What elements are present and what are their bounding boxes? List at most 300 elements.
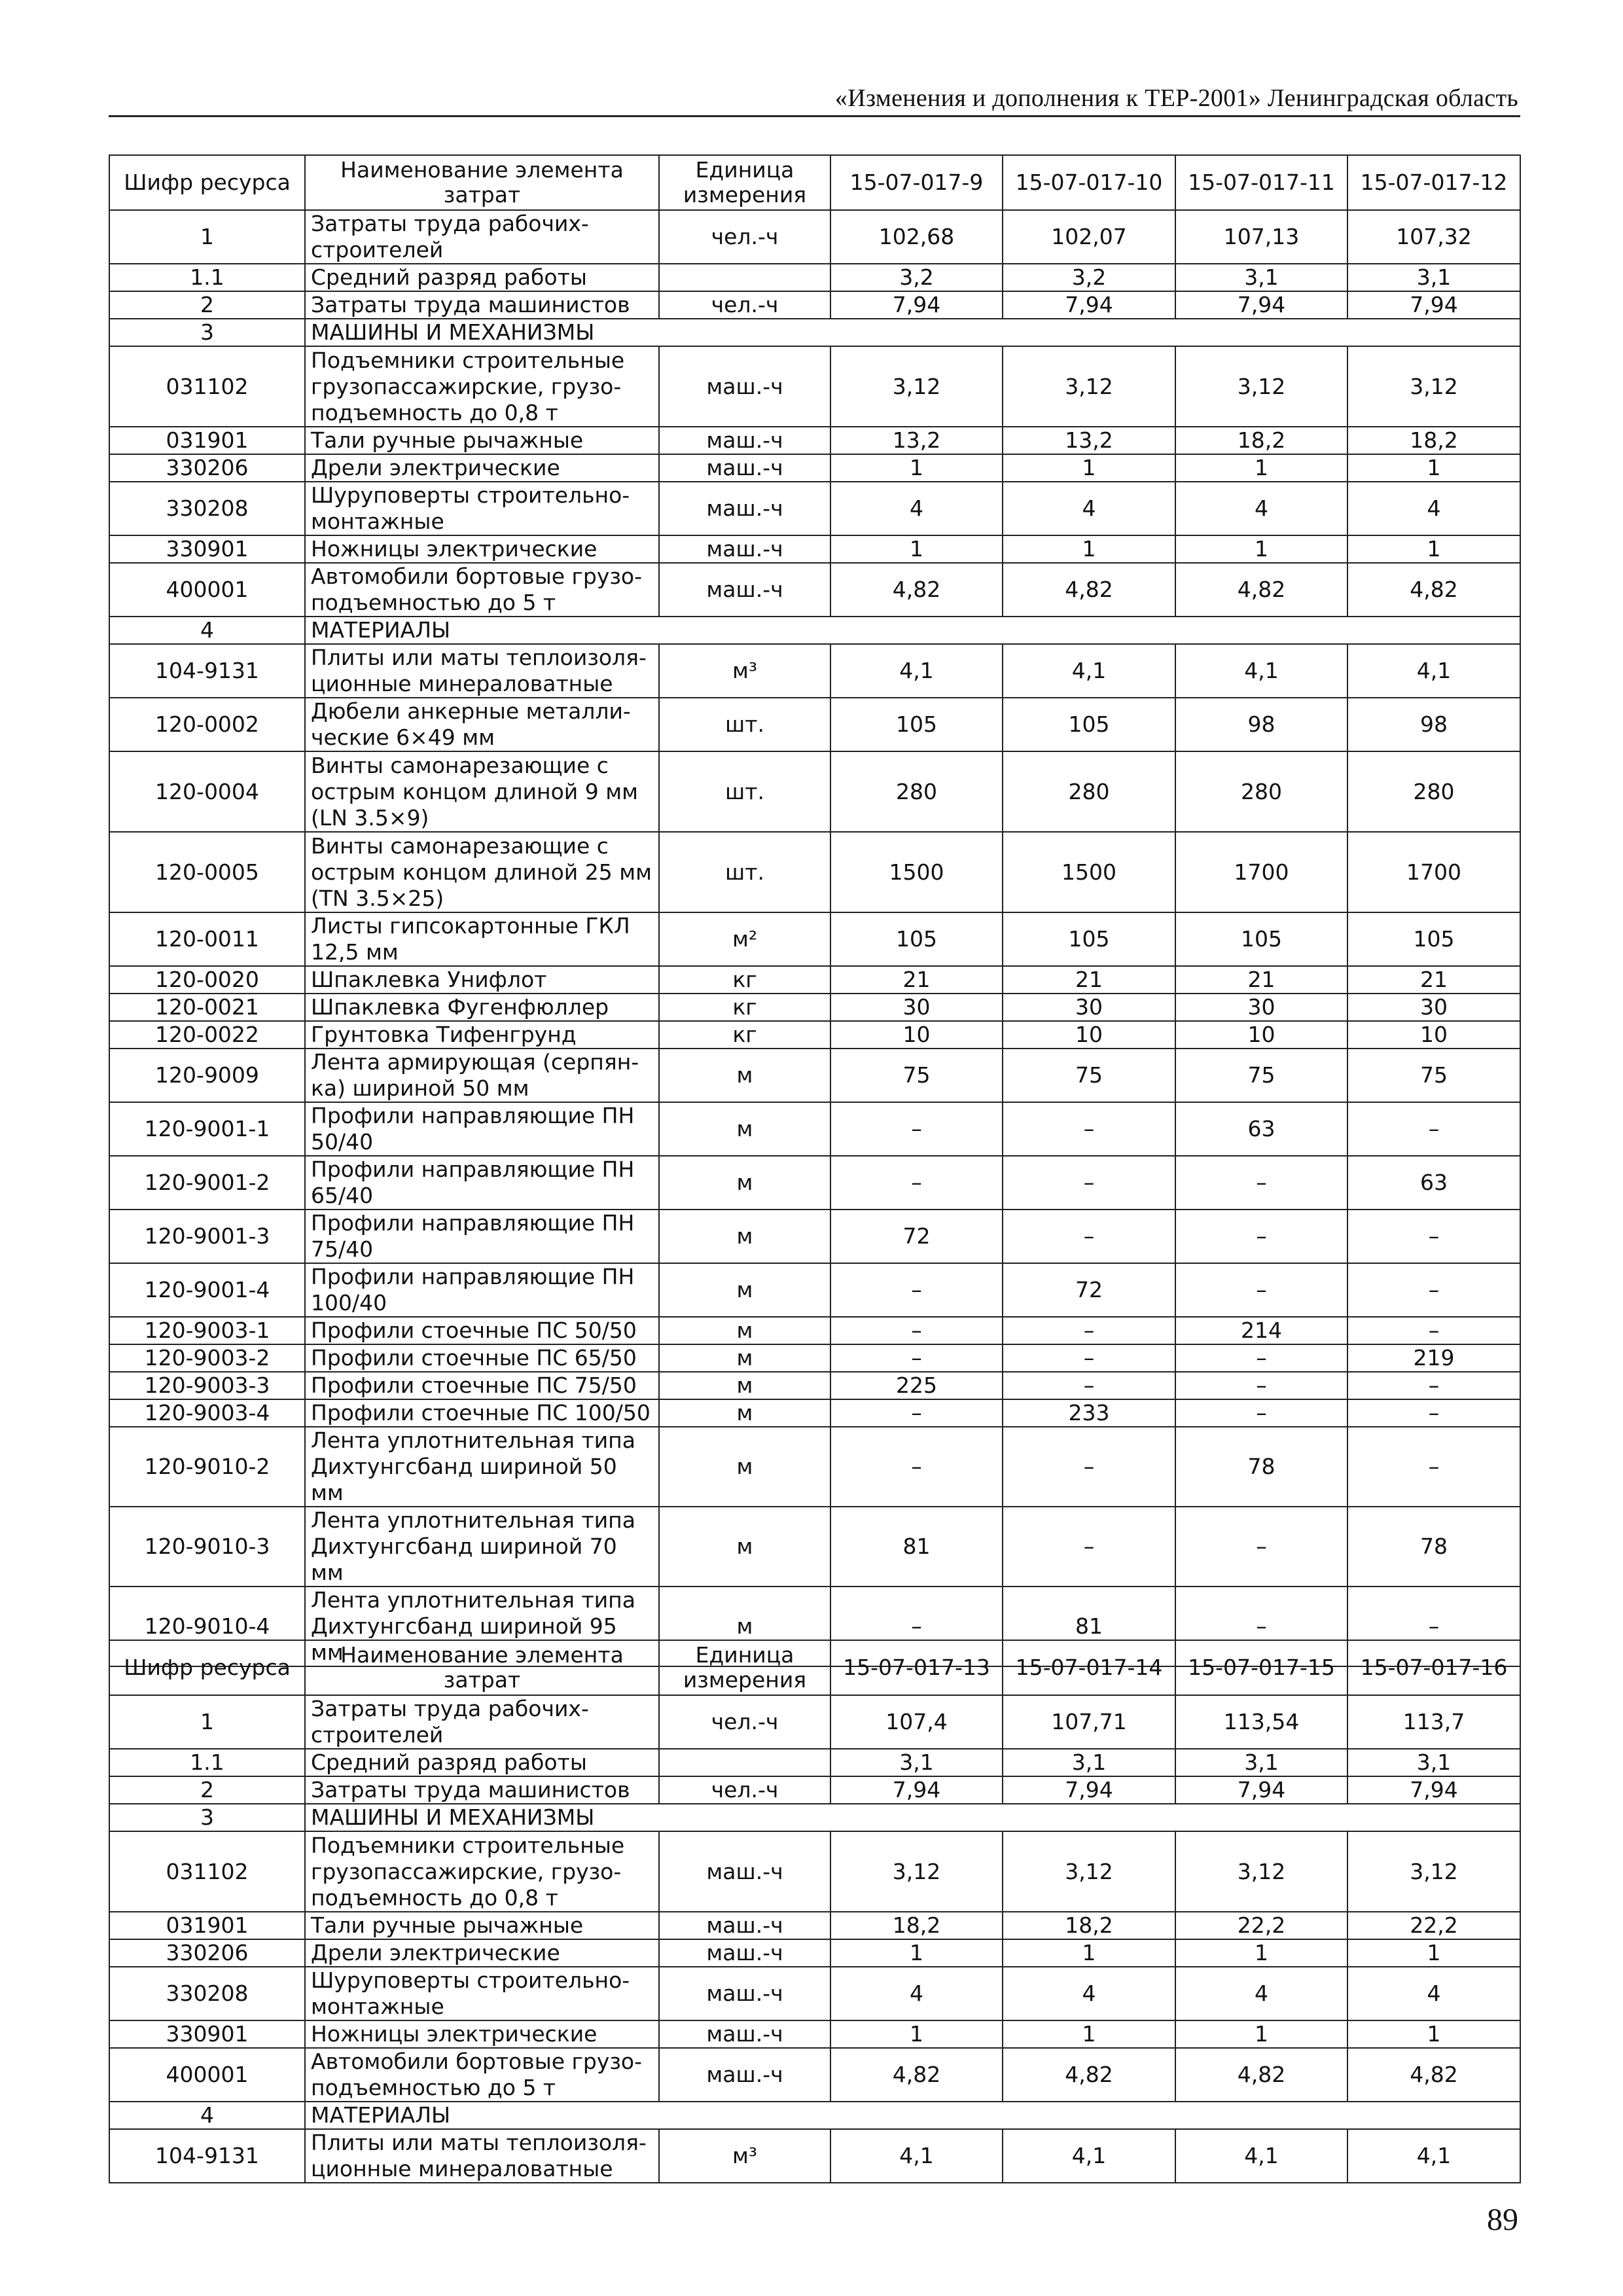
unit-of-measure: м [659, 1210, 830, 1263]
unit-of-measure: маш.-ч [659, 1939, 830, 1967]
cost-element-name: Профили стоечные ПС 65/50 [305, 1344, 659, 1372]
value-cell: 30 [1175, 994, 1347, 1021]
cost-element-name: Профили стоечные ПС 50/50 [305, 1317, 659, 1344]
unit-of-measure [659, 264, 830, 291]
unit-of-measure: маш.-ч [659, 563, 830, 617]
value-cell: 13,2 [830, 427, 1003, 454]
unit-of-measure: м³ [659, 644, 830, 698]
value-cell: – [830, 1263, 1003, 1317]
cost-element-name: Средний разряд работы [305, 1749, 659, 1776]
resource-code: 104-9131 [109, 644, 305, 698]
cost-element-name: Подъемники строительные грузопассажирские, грузо-подъемность до 0,8 т [305, 346, 659, 427]
value-cell: 3,12 [830, 1831, 1003, 1912]
section-title: МАШИНЫ И МЕХАНИЗМЫ [305, 1804, 1520, 1831]
value-cell: – [1347, 1317, 1520, 1344]
unit-of-measure: шт. [659, 832, 830, 912]
value-cell: 4,82 [1175, 563, 1347, 617]
unit-of-measure: маш.-ч [659, 535, 830, 563]
header-rule [109, 115, 1520, 117]
table-row [109, 1156, 1520, 1210]
cost-element-name: Затраты труда машинистов [305, 1776, 659, 1804]
resource-code: 3 [109, 319, 305, 346]
resource-code: 330208 [109, 1967, 305, 2020]
unit-of-measure: кг [659, 994, 830, 1021]
cost-element-name: Автомобили бортовые грузо-подъемностью до 5 т [305, 2048, 659, 2102]
unit-of-measure: м [659, 1102, 830, 1156]
value-cell: – [1003, 1317, 1175, 1344]
unit-of-measure: чел.-ч [659, 1776, 830, 1804]
header-column: 15-07-017-11 [1175, 155, 1347, 210]
value-cell: 18,2 [1347, 427, 1520, 454]
value-cell: – [830, 1344, 1003, 1372]
table-row [109, 912, 1520, 966]
header-unit: Единица измерения [659, 155, 830, 210]
header-name: Наименование элемента затрат [305, 1640, 659, 1695]
resource-code: 120-9010-2 [109, 1427, 305, 1507]
unit-of-measure: шт. [659, 751, 830, 832]
value-cell: 7,94 [830, 1776, 1003, 1804]
cost-element-name: Профили направляющие ПН 75/40 [305, 1210, 659, 1263]
unit-of-measure: маш.-ч [659, 1912, 830, 1939]
cost-element-name: Дрели электрические [305, 1939, 659, 1967]
value-cell: 280 [830, 751, 1003, 832]
unit-of-measure: маш.-ч [659, 1831, 830, 1912]
value-cell: – [1347, 1399, 1520, 1427]
value-cell: 3,1 [1347, 264, 1520, 291]
table-row [109, 1317, 1520, 1344]
value-cell: 63 [1175, 1102, 1347, 1156]
value-cell: 81 [1003, 1587, 1175, 1666]
cost-element-name: Профили направляющие ПН 65/40 [305, 1156, 659, 1210]
value-cell: 3,12 [1175, 346, 1347, 427]
cost-element-name: Ножницы электрические [305, 2020, 659, 2048]
value-cell: 21 [830, 966, 1003, 994]
value-cell: 13,2 [1003, 427, 1175, 454]
unit-of-measure: маш.-ч [659, 454, 830, 482]
table-row [109, 1912, 1520, 1939]
value-cell: 3,1 [1347, 1749, 1520, 1776]
header-column: 15-07-017-13 [830, 1640, 1003, 1695]
value-cell: 1 [1003, 1939, 1175, 1967]
value-cell: 105 [1003, 912, 1175, 966]
unit-of-measure: чел.-ч [659, 291, 830, 319]
value-cell: – [1175, 1587, 1347, 1666]
resource-code: 330206 [109, 454, 305, 482]
cost-element-name: Плиты или маты теплоизоля-ционные минераловатные [305, 2129, 659, 2183]
table-row [109, 535, 1520, 563]
table-row [109, 291, 1520, 319]
cost-element-name: Шуруповерты строительно-монтажные [305, 482, 659, 535]
value-cell: 4,1 [1003, 644, 1175, 698]
value-cell: 3,1 [1175, 264, 1347, 291]
value-cell: 72 [830, 1210, 1003, 1263]
value-cell: 3,2 [830, 264, 1003, 291]
value-cell: – [830, 1317, 1003, 1344]
value-cell: 1 [1003, 454, 1175, 482]
value-cell: 4,1 [830, 644, 1003, 698]
value-cell: 21 [1175, 966, 1347, 994]
cost-element-name: Лента уплотнительная типа Дихтунгсбанд шириной 95 мм [305, 1587, 659, 1666]
resource-code: 120-9001-2 [109, 1156, 305, 1210]
value-cell: 4 [1003, 1967, 1175, 2020]
resource-code: 120-9010-4 [109, 1587, 305, 1666]
unit-of-measure: м² [659, 912, 830, 966]
table-header-row [109, 155, 1520, 210]
resource-code: 120-0022 [109, 1021, 305, 1049]
resource-code: 120-0002 [109, 698, 305, 751]
resource-code: 1.1 [109, 1749, 305, 1776]
value-cell: 107,32 [1347, 210, 1520, 264]
resource-code: 120-9010-3 [109, 1507, 305, 1587]
value-cell: 4 [1003, 482, 1175, 535]
value-cell: – [1347, 1102, 1520, 1156]
section-row [109, 1804, 1520, 1831]
resource-table-2 [109, 1640, 1521, 2183]
value-cell: – [1003, 1210, 1175, 1263]
resource-code: 104-9131 [109, 2129, 305, 2183]
cost-element-name: Автомобили бортовые грузо-подъемностью до 5 т [305, 563, 659, 617]
value-cell: – [830, 1102, 1003, 1156]
resource-code: 120-0020 [109, 966, 305, 994]
header-column: 15-07-017-14 [1003, 1640, 1175, 1695]
value-cell: 78 [1347, 1507, 1520, 1587]
unit-of-measure: м [659, 1427, 830, 1507]
table-row [109, 1344, 1520, 1372]
value-cell: – [1003, 1102, 1175, 1156]
resource-code: 120-9003-4 [109, 1399, 305, 1427]
cost-element-name: Шпаклевка Унифлот [305, 966, 659, 994]
value-cell: 1 [1003, 2020, 1175, 2048]
value-cell: – [1003, 1156, 1175, 1210]
value-cell: – [1347, 1263, 1520, 1317]
value-cell: – [830, 1427, 1003, 1507]
value-cell: 7,94 [1347, 291, 1520, 319]
value-cell: 107,13 [1175, 210, 1347, 264]
value-cell: 21 [1347, 966, 1520, 994]
value-cell: 4 [830, 482, 1003, 535]
cost-element-name: Лента уплотнительная типа Дихтунгсбанд шириной 50 мм [305, 1427, 659, 1507]
table-row [109, 563, 1520, 617]
section-row [109, 319, 1520, 346]
resource-table-1 [109, 154, 1521, 1667]
cost-element-name: Винты самонарезающие с острым концом длиной 9 мм (LN 3.5×9) [305, 751, 659, 832]
value-cell: 4,1 [1347, 644, 1520, 698]
value-cell: 7,94 [1003, 1776, 1175, 1804]
table-row [109, 482, 1520, 535]
table-row [109, 751, 1520, 832]
cost-element-name: Грунтовка Тифенгрунд [305, 1021, 659, 1049]
value-cell: 18,2 [1003, 1912, 1175, 1939]
resource-code: 031102 [109, 346, 305, 427]
cost-element-name: Затраты труда рабочих-строителей [305, 1695, 659, 1749]
value-cell: 3,12 [1347, 346, 1520, 427]
value-cell: 63 [1347, 1156, 1520, 1210]
resource-code: 120-9009 [109, 1049, 305, 1102]
value-cell: 18,2 [1175, 427, 1347, 454]
value-cell: 1700 [1347, 832, 1520, 912]
value-cell: 30 [1347, 994, 1520, 1021]
value-cell: 225 [830, 1372, 1003, 1399]
resource-code: 031901 [109, 1912, 305, 1939]
value-cell: 10 [1175, 1021, 1347, 1049]
resource-code: 120-0005 [109, 832, 305, 912]
table-row [109, 1102, 1520, 1156]
value-cell: 30 [830, 994, 1003, 1021]
value-cell: – [1175, 1156, 1347, 1210]
value-cell: 1 [1003, 535, 1175, 563]
value-cell: 98 [1175, 698, 1347, 751]
header-column: 15-07-017-9 [830, 155, 1003, 210]
table-row [109, 994, 1520, 1021]
value-cell: 4,1 [1175, 2129, 1347, 2183]
table-row [109, 264, 1520, 291]
resource-code: 3 [109, 1804, 305, 1831]
unit-of-measure: маш.-ч [659, 2020, 830, 2048]
resource-code: 120-9003-1 [109, 1317, 305, 1344]
value-cell: 105 [1347, 912, 1520, 966]
value-cell: 78 [1175, 1427, 1347, 1507]
cost-element-name: Тали ручные рычажные [305, 427, 659, 454]
header-name: Наименование элемента затрат [305, 155, 659, 210]
value-cell: – [1003, 1427, 1175, 1507]
unit-of-measure: м [659, 1049, 830, 1102]
value-cell: 1 [1347, 535, 1520, 563]
cost-element-name: Средний разряд работы [305, 264, 659, 291]
table-row [109, 1372, 1520, 1399]
value-cell: 1 [1347, 1939, 1520, 1967]
table-row [109, 1749, 1520, 1776]
header-column: 15-07-017-12 [1347, 155, 1520, 210]
value-cell: 113,7 [1347, 1695, 1520, 1749]
unit-of-measure: маш.-ч [659, 427, 830, 454]
value-cell: 3,1 [830, 1749, 1003, 1776]
unit-of-measure: шт. [659, 698, 830, 751]
value-cell: 22,2 [1175, 1912, 1347, 1939]
cost-element-name: Затраты труда машинистов [305, 291, 659, 319]
value-cell: 3,1 [1175, 1749, 1347, 1776]
unit-of-measure: м [659, 1372, 830, 1399]
value-cell: 1 [830, 1939, 1003, 1967]
resource-code: 120-9001-4 [109, 1263, 305, 1317]
value-cell: 10 [1003, 1021, 1175, 1049]
value-cell: 1 [830, 2020, 1003, 2048]
header-code: Шифр ресурса [109, 155, 305, 210]
value-cell: 1 [830, 454, 1003, 482]
value-cell: – [1175, 1507, 1347, 1587]
value-cell: – [1175, 1399, 1347, 1427]
cost-element-name: Профили направляющие ПН 50/40 [305, 1102, 659, 1156]
value-cell: 4,1 [1347, 2129, 1520, 2183]
unit-of-measure: кг [659, 966, 830, 994]
section-title: МАТЕРИАЛЫ [305, 617, 1520, 644]
resource-code: 031901 [109, 427, 305, 454]
value-cell: 7,94 [1347, 1776, 1520, 1804]
table-header-row [109, 1640, 1520, 1695]
section-row [109, 617, 1520, 644]
value-cell: 72 [1003, 1263, 1175, 1317]
value-cell: 233 [1003, 1399, 1175, 1427]
value-cell: 1 [1175, 454, 1347, 482]
value-cell: 10 [1347, 1021, 1520, 1049]
unit-of-measure: м [659, 1399, 830, 1427]
table-row [109, 1507, 1520, 1587]
running-header: «Изменения и дополнения к ТЕР-2001» Ленинградская область [834, 84, 1518, 112]
value-cell: 98 [1347, 698, 1520, 751]
value-cell: 4,82 [1175, 2048, 1347, 2102]
resource-code: 330901 [109, 2020, 305, 2048]
resource-code: 400001 [109, 2048, 305, 2102]
resource-code: 1.1 [109, 264, 305, 291]
value-cell: 4 [1175, 1967, 1347, 2020]
value-cell: 10 [830, 1021, 1003, 1049]
cost-element-name: Лента уплотнительная типа Дихтунгсбанд шириной 70 мм [305, 1507, 659, 1587]
value-cell: 1 [1347, 454, 1520, 482]
value-cell: – [1175, 1344, 1347, 1372]
value-cell: 219 [1347, 1344, 1520, 1372]
table-row [109, 1210, 1520, 1263]
resource-code: 1 [109, 210, 305, 264]
value-cell: 102,68 [830, 210, 1003, 264]
value-cell: 107,4 [830, 1695, 1003, 1749]
unit-of-measure: чел.-ч [659, 210, 830, 264]
unit-of-measure: м [659, 1317, 830, 1344]
unit-of-measure: м [659, 1344, 830, 1372]
value-cell: 105 [830, 912, 1003, 966]
table-row [109, 1939, 1520, 1967]
value-cell: 107,71 [1003, 1695, 1175, 1749]
cost-element-name: Тали ручные рычажные [305, 1912, 659, 1939]
value-cell: 4,1 [1003, 2129, 1175, 2183]
value-cell: 75 [830, 1049, 1003, 1102]
resource-code: 031102 [109, 1831, 305, 1912]
header-column: 15-07-017-16 [1347, 1640, 1520, 1695]
value-cell: 3,12 [830, 346, 1003, 427]
table-row [109, 832, 1520, 912]
value-cell: 30 [1003, 994, 1175, 1021]
value-cell: 3,12 [1175, 1831, 1347, 1912]
value-cell: 4 [1347, 482, 1520, 535]
cost-element-name: Лента армирующая (серпян-ка) шириной 50 мм [305, 1049, 659, 1102]
table-row [109, 1967, 1520, 2020]
value-cell: 4,82 [830, 2048, 1003, 2102]
value-cell: – [830, 1399, 1003, 1427]
value-cell: 1 [1175, 1939, 1347, 1967]
table-row [109, 1776, 1520, 1804]
value-cell: 280 [1003, 751, 1175, 832]
resource-code: 2 [109, 1776, 305, 1804]
value-cell: 7,94 [830, 291, 1003, 319]
unit-of-measure: чел.-ч [659, 1695, 830, 1749]
value-cell: – [1347, 1210, 1520, 1263]
cost-element-name: Дюбели анкерные металли-ческие 6×49 мм [305, 698, 659, 751]
value-cell: 4 [1347, 1967, 1520, 2020]
value-cell: 4,82 [1003, 2048, 1175, 2102]
header-unit: Единица измерения [659, 1640, 830, 1695]
value-cell: – [1003, 1372, 1175, 1399]
header-column: 15-07-017-10 [1003, 155, 1175, 210]
value-cell: 280 [1347, 751, 1520, 832]
cost-element-name: Листы гипсокартонные ГКЛ 12,5 мм [305, 912, 659, 966]
value-cell: 75 [1175, 1049, 1347, 1102]
cost-element-name: Затраты труда рабочих-строителей [305, 210, 659, 264]
table-row [109, 1399, 1520, 1427]
value-cell: 280 [1175, 751, 1347, 832]
value-cell: – [830, 1587, 1003, 1666]
table-row [109, 1263, 1520, 1317]
unit-of-measure: маш.-ч [659, 482, 830, 535]
value-cell: 3,12 [1003, 1831, 1175, 1912]
cost-element-name: Шпаклевка Фугенфюллер [305, 994, 659, 1021]
cost-element-name: Плиты или маты теплоизоля-ционные минераловатные [305, 644, 659, 698]
cost-element-name: Профили стоечные ПС 75/50 [305, 1372, 659, 1399]
value-cell: 105 [1003, 698, 1175, 751]
value-cell: – [830, 1156, 1003, 1210]
value-cell: 1700 [1175, 832, 1347, 912]
table-row [109, 2048, 1520, 2102]
value-cell: 75 [1347, 1049, 1520, 1102]
value-cell: 7,94 [1175, 1776, 1347, 1804]
value-cell: 105 [1175, 912, 1347, 966]
table-row [109, 1427, 1520, 1507]
value-cell: 113,54 [1175, 1695, 1347, 1749]
header-code: Шифр ресурса [109, 1640, 305, 1695]
value-cell: 4 [1175, 482, 1347, 535]
table-row [109, 1695, 1520, 1749]
value-cell: 214 [1175, 1317, 1347, 1344]
resource-code: 120-9003-2 [109, 1344, 305, 1372]
unit-of-measure [659, 1749, 830, 1776]
value-cell: 1 [1175, 535, 1347, 563]
value-cell: – [1175, 1210, 1347, 1263]
table-row [109, 1831, 1520, 1912]
table-row [109, 454, 1520, 482]
value-cell: 22,2 [1347, 1912, 1520, 1939]
unit-of-measure: кг [659, 1021, 830, 1049]
table-row [109, 1021, 1520, 1049]
table-row [109, 427, 1520, 454]
value-cell: 4,82 [1347, 563, 1520, 617]
section-row [109, 2102, 1520, 2129]
value-cell: – [1347, 1372, 1520, 1399]
value-cell: 3,12 [1003, 346, 1175, 427]
cost-element-name: Профили направляющие ПН 100/40 [305, 1263, 659, 1317]
resource-code: 1 [109, 1695, 305, 1749]
unit-of-measure: м [659, 1156, 830, 1210]
cost-element-name: Винты самонарезающие с острым концом длиной 25 мм (TN 3.5×25) [305, 832, 659, 912]
value-cell: 21 [1003, 966, 1175, 994]
unit-of-measure: м [659, 1263, 830, 1317]
value-cell: 3,1 [1003, 1749, 1175, 1776]
table-row [109, 2020, 1520, 2048]
unit-of-measure: м [659, 1587, 830, 1666]
value-cell: – [1175, 1263, 1347, 1317]
value-cell: 1 [830, 535, 1003, 563]
value-cell: 102,07 [1003, 210, 1175, 264]
value-cell: – [1003, 1507, 1175, 1587]
cost-element-name: Дрели электрические [305, 454, 659, 482]
table-row [109, 644, 1520, 698]
value-cell: 81 [830, 1507, 1003, 1587]
value-cell: 3,12 [1347, 1831, 1520, 1912]
value-cell: 4,82 [830, 563, 1003, 617]
resource-code: 120-0011 [109, 912, 305, 966]
cost-element-name: Подъемники строительные грузопассажирские, грузо-подъемность до 0,8 т [305, 1831, 659, 1912]
value-cell: 18,2 [830, 1912, 1003, 1939]
resource-code: 120-9001-3 [109, 1210, 305, 1263]
resource-code: 330206 [109, 1939, 305, 1967]
value-cell: – [1347, 1587, 1520, 1666]
resource-code: 120-0021 [109, 994, 305, 1021]
